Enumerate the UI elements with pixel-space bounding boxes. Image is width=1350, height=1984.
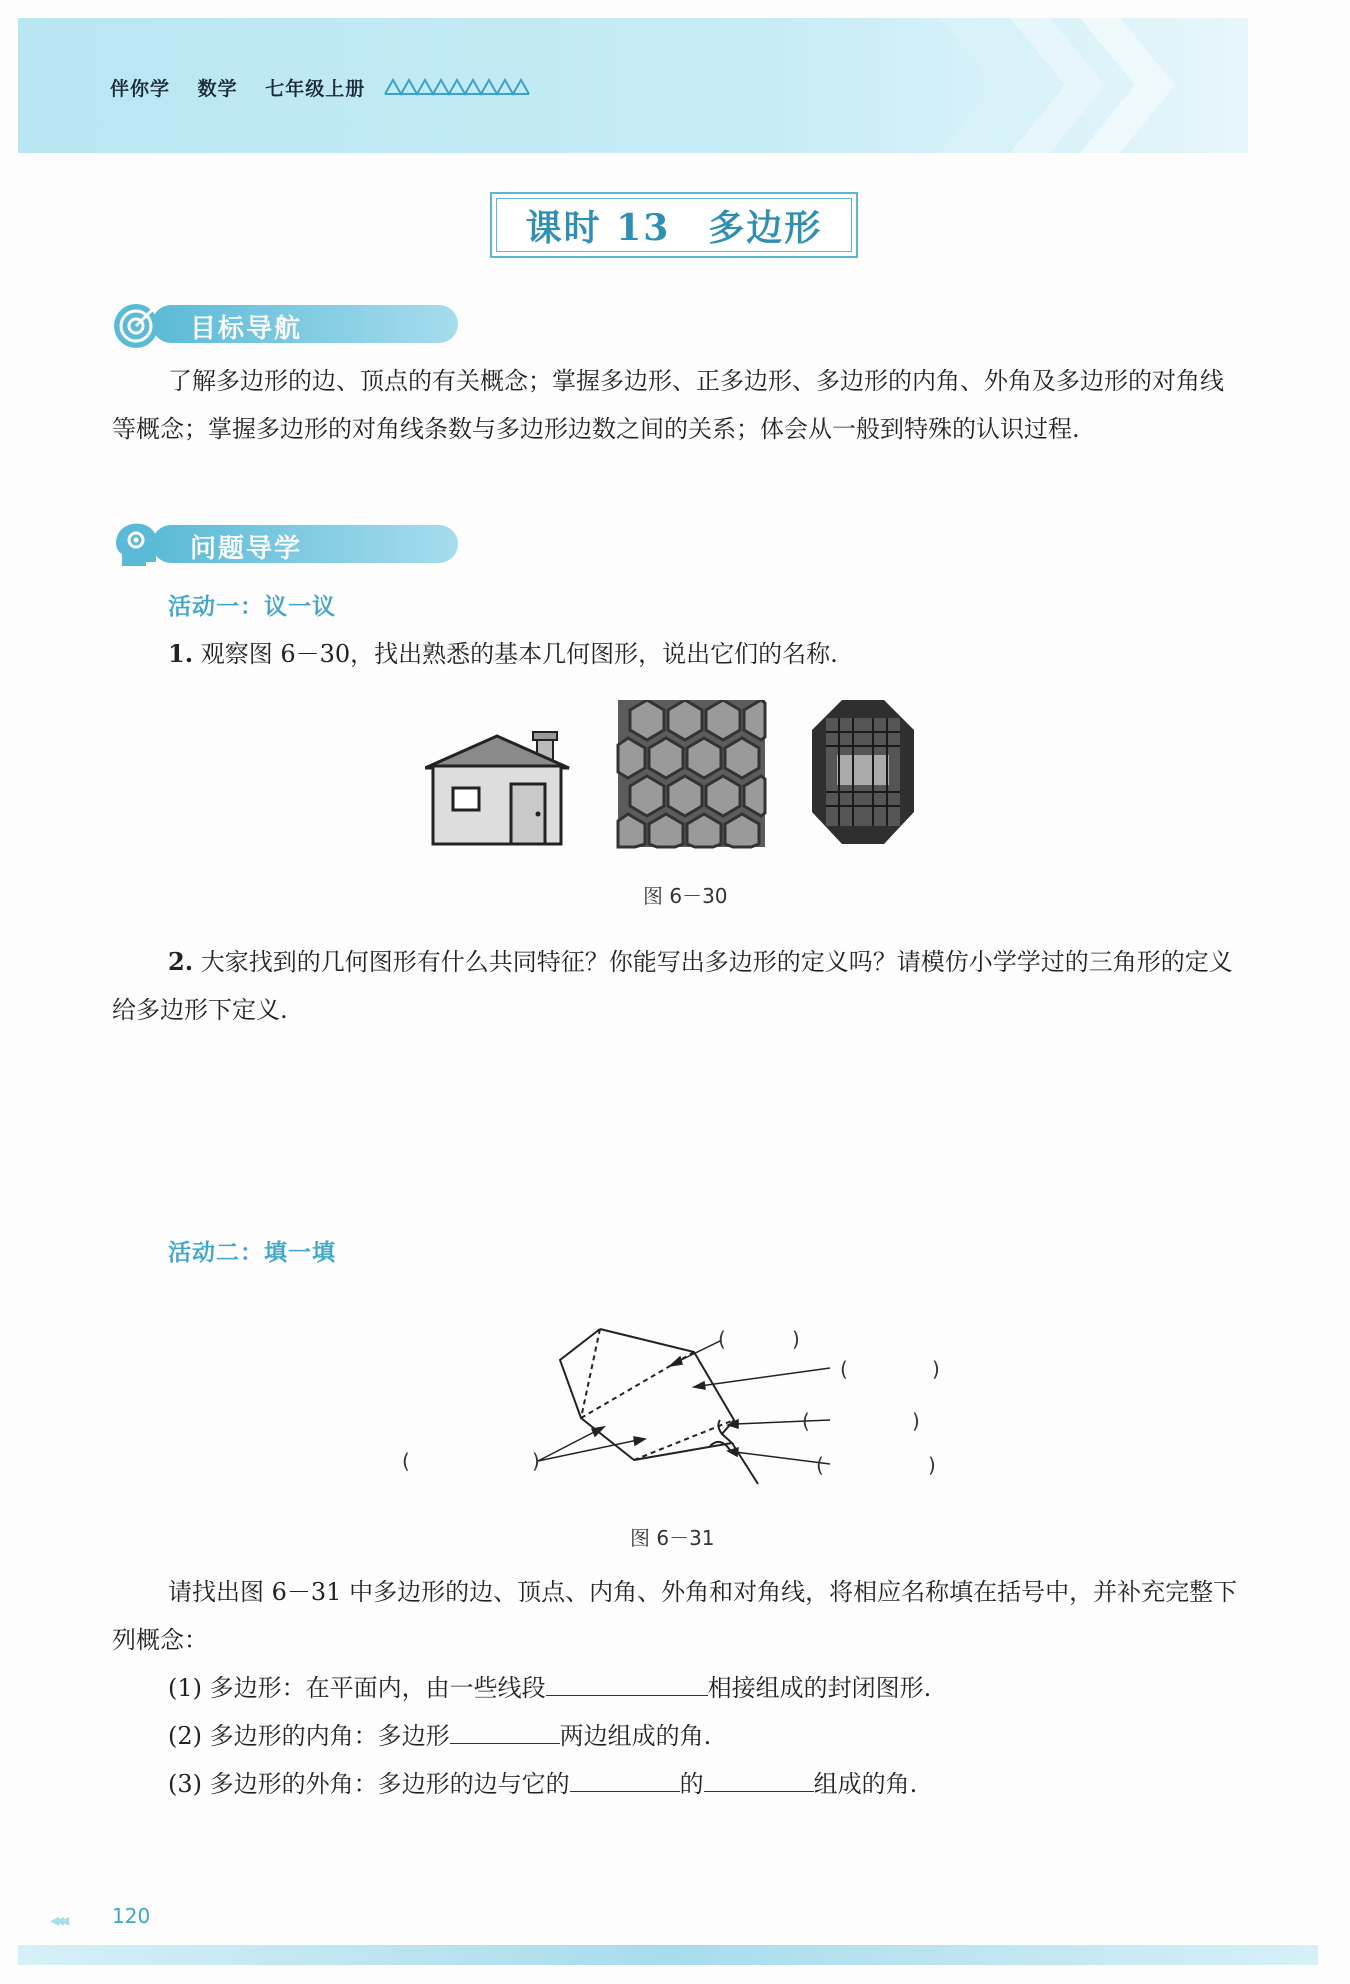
lesson-title: 课时 13 多边形 xyxy=(496,198,852,252)
goal-paragraph: 了解多边形的边、顶点的有关概念；掌握多边形、正多边形、多边形的内角、外角及多边形的对角线等概念；掌握多边形的对角线条数与多边形边数之间的关系；体会从一般到特殊的认识过程. xyxy=(112,367,1224,443)
guide-section-badge xyxy=(110,520,470,566)
honeycomb-image xyxy=(618,700,765,847)
fill-item-1 xyxy=(168,1664,1248,1712)
goal-section-badge xyxy=(110,300,470,346)
question-1-text: 观察图 6－30，找出熟悉的基本几何图形，说出它们的名称. xyxy=(200,640,838,668)
answer-blank[interactable] xyxy=(570,1761,680,1792)
bracket-open: ( xyxy=(402,1449,410,1473)
bracket-close: ) xyxy=(928,1453,936,1477)
bracket-close: ) xyxy=(932,1357,940,1381)
fill-item-text: 多边形的外角：多边形的边与它的 xyxy=(209,1770,570,1798)
fill-item-text: 两边组成的角. xyxy=(559,1722,712,1750)
figure-6-30-caption: 图 6－30 xyxy=(643,884,728,908)
question-1-number: 1. xyxy=(168,639,194,668)
house-image xyxy=(425,732,569,844)
fill-item-text: 组成的角. xyxy=(813,1770,918,1798)
zigzag-decoration xyxy=(383,76,533,98)
question-2-number: 2. xyxy=(168,947,194,976)
octagon-window-image xyxy=(812,700,914,844)
footer-band xyxy=(18,1945,1318,1965)
fill-item-text: 多边形的内角：多边形 xyxy=(209,1722,450,1750)
header-grade: 七年级上册 xyxy=(265,78,366,100)
guide-badge-label: 问题导学 xyxy=(190,534,303,564)
fill-item-text: 相接组成的封闭图形. xyxy=(707,1674,932,1702)
fill-item-2 xyxy=(168,1712,1248,1760)
lesson-title-box xyxy=(490,192,858,258)
bracket-close: ) xyxy=(792,1327,800,1351)
bracket-open: ( xyxy=(816,1453,824,1477)
fill-item-number: (3) xyxy=(168,1770,202,1798)
interior-angle-arc xyxy=(718,1420,722,1434)
head-gear-icon xyxy=(110,520,166,570)
header-subject: 数学 xyxy=(197,78,238,100)
page-number: 120 xyxy=(112,1904,151,1928)
fill-item-3 xyxy=(168,1760,1248,1808)
fill-item-number: (1) xyxy=(168,1674,202,1702)
bracket-open: ( xyxy=(802,1409,810,1433)
question-1 xyxy=(168,630,1248,678)
answer-blank[interactable] xyxy=(450,1713,560,1744)
header-title xyxy=(110,74,385,101)
question-2 xyxy=(112,938,1242,1034)
fill-item-number: (2) xyxy=(168,1722,202,1750)
fill-item-text: 的 xyxy=(679,1770,704,1798)
answer-blank[interactable] xyxy=(546,1665,708,1696)
activity2-label: 活动二：填一填 xyxy=(168,1240,336,1266)
figure-6-31-caption: 图 6－31 xyxy=(630,1526,715,1550)
goal-badge-label: 目标导航 xyxy=(190,314,303,344)
activity2-instruction: 请找出图 6－31 中多边形的边、顶点、内角、外角和对角线，将相应名称填在括号中，并补充完整下列概念： xyxy=(112,1578,1238,1654)
question-2-text: 大家找到的几何图形有什么共同特征？你能写出多边形的定义吗？请模仿小学学过的三角形的定义给多边形下定义. xyxy=(112,948,1233,1024)
answer-blank[interactable] xyxy=(704,1761,814,1792)
bracket-open: ( xyxy=(840,1357,848,1381)
target-icon xyxy=(110,300,166,350)
header-book: 伴你学 xyxy=(110,78,171,100)
bracket-open: ( xyxy=(718,1327,726,1351)
bracket-close: ) xyxy=(532,1449,540,1473)
figure-6-31 xyxy=(390,1300,970,1495)
page-arrows-icon: ◂◂◂ xyxy=(50,1910,66,1931)
activity1-label: 活动一：议一议 xyxy=(168,594,336,620)
header-chevron-decoration xyxy=(940,18,1240,153)
fill-item-text: 多边形：在平面内，由一些线段 xyxy=(209,1674,546,1702)
bracket-close: ) xyxy=(912,1409,920,1433)
figure-6-30 xyxy=(425,700,955,850)
